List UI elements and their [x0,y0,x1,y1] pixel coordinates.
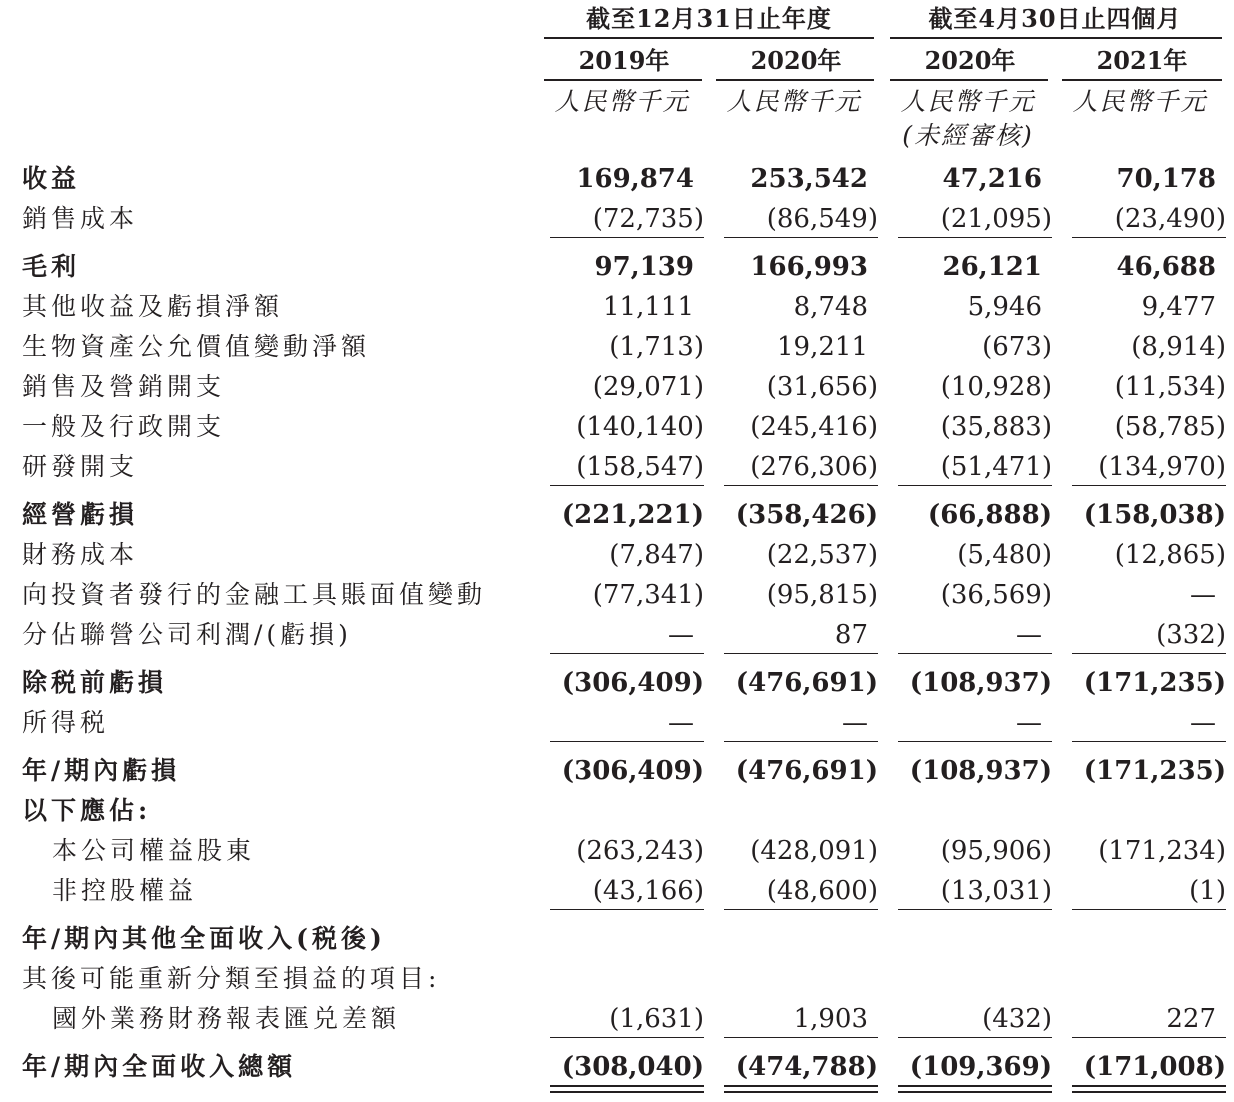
subtotal-rule [898,237,1052,238]
table-row [0,451,1234,483]
value-cell: (1) [1189,876,1226,906]
table-row [0,371,1234,403]
value-cell: (8,914) [1131,332,1226,362]
table-row [0,331,1234,363]
value-cell: (171,008) [1083,1052,1226,1082]
group-header-four-months-ended-apr-30: 截至4月30日止四個月 [928,4,1182,33]
table-row [0,707,1234,739]
value-cell: (48,600) [766,876,878,906]
table-row [0,1051,1234,1083]
value-cell: (11,534) [1114,372,1226,402]
subtotal-rule [724,741,878,742]
value-cell: (29,071) [592,372,704,402]
subtotal-rule [550,741,704,742]
value-cell: 46,688 [1116,252,1216,282]
value-cell: (22,537) [766,540,878,570]
total-double-rule [1072,1085,1226,1093]
value-cell: (95,815) [766,580,878,610]
value-cell: 169,874 [576,164,694,194]
value-cell: (66,888) [927,500,1052,530]
row-label: 國外業務財務報表匯兑差額 [52,1004,401,1033]
year-header-rule [1062,79,1222,81]
year-header: 2021年 [1096,46,1188,75]
row-label: 毛利 [22,252,81,281]
subtotal-rule [550,909,704,910]
group-header-year-ended-dec-31: 截至12月31日止年度 [586,4,832,33]
value-cell: (673) [982,332,1052,362]
value-cell: (72,735) [592,204,704,234]
row-label: 其後可能重新分類至損益的項目: [22,964,441,993]
row-label: 年/期內全面收入總額 [22,1052,297,1081]
value-cell: (35,883) [940,412,1052,442]
value-cell: (58,785) [1114,412,1226,442]
subtotal-rule [898,1037,1052,1038]
subtotal-rule [724,237,878,238]
subtotal-rule [724,1037,878,1038]
unit-header: 人民幣千元 [726,87,862,116]
group-header-rule [890,37,1222,39]
table-row [0,923,1234,955]
subtotal-rule [1072,237,1226,238]
table-row [0,539,1234,571]
group-header-rule [544,37,874,39]
row-label: 收益 [22,164,81,193]
subtotal-rule [550,653,704,654]
value-cell: (306,409) [561,668,704,698]
value-cell: 5,946 [967,292,1042,322]
table-row [0,875,1234,907]
unit-header: 人民幣千元 [1072,87,1208,116]
value-cell: (245,416) [750,412,878,442]
unit-header: 人民幣千元 [554,87,690,116]
value-cell: — [1016,708,1042,738]
subtotal-rule [898,485,1052,486]
total-double-rule [898,1085,1052,1093]
year-header: 2020年 [750,46,842,75]
value-cell: (306,409) [561,756,704,786]
value-cell: (474,788) [735,1052,878,1082]
subtotal-rule [1072,741,1226,742]
value-cell: 11,111 [603,292,694,322]
row-label: 財務成本 [22,540,139,569]
table-row [0,203,1234,235]
table-row [0,291,1234,323]
value-cell: — [668,620,694,650]
total-double-rule [724,1085,878,1093]
value-cell: (432) [982,1004,1052,1034]
subtotal-rule [898,653,1052,654]
value-cell: (43,166) [592,876,704,906]
value-cell: 1,903 [793,1004,868,1034]
value-cell: (10,928) [940,372,1052,402]
value-cell: 87 [834,620,868,650]
value-cell: (109,369) [909,1052,1052,1082]
subtotal-rule [1072,1037,1226,1038]
year-header: 2019年 [578,46,670,75]
row-label: 其他收益及虧損淨額 [22,292,284,321]
total-double-rule [550,1085,704,1093]
row-label: 非控股權益 [52,876,198,905]
subtotal-rule [1072,653,1226,654]
year-header-rule [544,79,702,81]
row-label: 除税前虧損 [22,668,168,697]
value-cell: (221,221) [561,500,704,530]
subtotal-rule [1072,485,1226,486]
year-header-rule [716,79,874,81]
value-cell: (36,569) [940,580,1052,610]
value-cell: (171,235) [1083,668,1226,698]
value-cell: 97,139 [594,252,694,282]
table-row [0,251,1234,283]
value-cell: (21,095) [940,204,1052,234]
value-cell: 8,748 [793,292,868,322]
value-cell: (1,713) [609,332,704,362]
table-row [0,795,1234,827]
value-cell: (108,937) [909,668,1052,698]
value-cell: — [1190,580,1216,610]
year-header: 2020年 [924,46,1016,75]
row-label: 研發開支 [22,452,139,481]
table-row [0,579,1234,611]
value-cell: — [1016,620,1042,650]
row-label: 銷售成本 [22,204,139,233]
table-row [0,755,1234,787]
value-cell: (31,656) [766,372,878,402]
value-cell: — [842,708,868,738]
table-row [0,1003,1234,1035]
table-row [0,963,1234,995]
value-cell: (358,426) [735,500,878,530]
value-cell: (476,691) [735,668,878,698]
value-cell: (7,847) [609,540,704,570]
value-cell: (171,235) [1083,756,1226,786]
subtotal-rule [550,1037,704,1038]
row-label: 以下應佔: [22,796,152,825]
table-row [0,619,1234,651]
value-cell: (171,234) [1098,836,1226,866]
value-cell: (140,140) [576,412,704,442]
subtotal-rule [724,909,878,910]
value-cell: (23,490) [1114,204,1226,234]
value-cell: (86,549) [766,204,878,234]
value-cell: 70,178 [1116,164,1216,194]
row-label: 一般及行政開支 [22,412,226,441]
value-cell: (158,547) [576,452,704,482]
subtotal-rule [1072,909,1226,910]
unaudited-note: (未經審核) [902,121,1034,150]
value-cell: 19,211 [777,332,868,362]
value-cell: (158,038) [1083,500,1226,530]
row-label: 所得税 [22,708,110,737]
subtotal-rule [898,741,1052,742]
value-cell: (95,906) [940,836,1052,866]
value-cell: (108,937) [909,756,1052,786]
value-cell: (51,471) [940,452,1052,482]
year-header-rule [890,79,1048,81]
unit-header: 人民幣千元 [900,87,1036,116]
value-cell: (5,480) [957,540,1052,570]
value-cell: (332) [1156,620,1226,650]
value-cell: (263,243) [576,836,704,866]
row-label: 銷售及營銷開支 [22,372,226,401]
table-row [0,163,1234,195]
value-cell: 166,993 [750,252,868,282]
value-cell: (12,865) [1114,540,1226,570]
table-row [0,667,1234,699]
value-cell: 227 [1166,1004,1216,1034]
subtotal-rule [550,485,704,486]
row-label: 分佔聯營公司利潤/(虧損) [22,620,352,649]
value-cell: (13,031) [940,876,1052,906]
value-cell: — [1190,708,1216,738]
value-cell: (1,631) [609,1004,704,1034]
value-cell: (276,306) [750,452,878,482]
value-cell: 47,216 [942,164,1042,194]
value-cell: — [668,708,694,738]
value-cell: 9,477 [1141,292,1216,322]
value-cell: (476,691) [735,756,878,786]
table-row [0,499,1234,531]
value-cell: (77,341) [592,580,704,610]
subtotal-rule [724,653,878,654]
value-cell: 253,542 [750,164,868,194]
row-label: 經營虧損 [22,500,139,529]
row-label: 年/期內其他全面收入(税後) [22,924,386,953]
value-cell: 26,121 [942,252,1042,282]
subtotal-rule [550,237,704,238]
table-row [0,835,1234,867]
value-cell: (308,040) [561,1052,704,1082]
row-label: 本公司權益股東 [52,836,256,865]
subtotal-rule [724,485,878,486]
value-cell: (134,970) [1098,452,1226,482]
row-label: 生物資產公允價值變動淨額 [22,332,371,361]
row-label: 向投資者發行的金融工具賬面值變動 [22,580,487,609]
subtotal-rule [898,909,1052,910]
table-row [0,411,1234,443]
value-cell: (428,091) [750,836,878,866]
row-label: 年/期內虧損 [22,756,181,785]
